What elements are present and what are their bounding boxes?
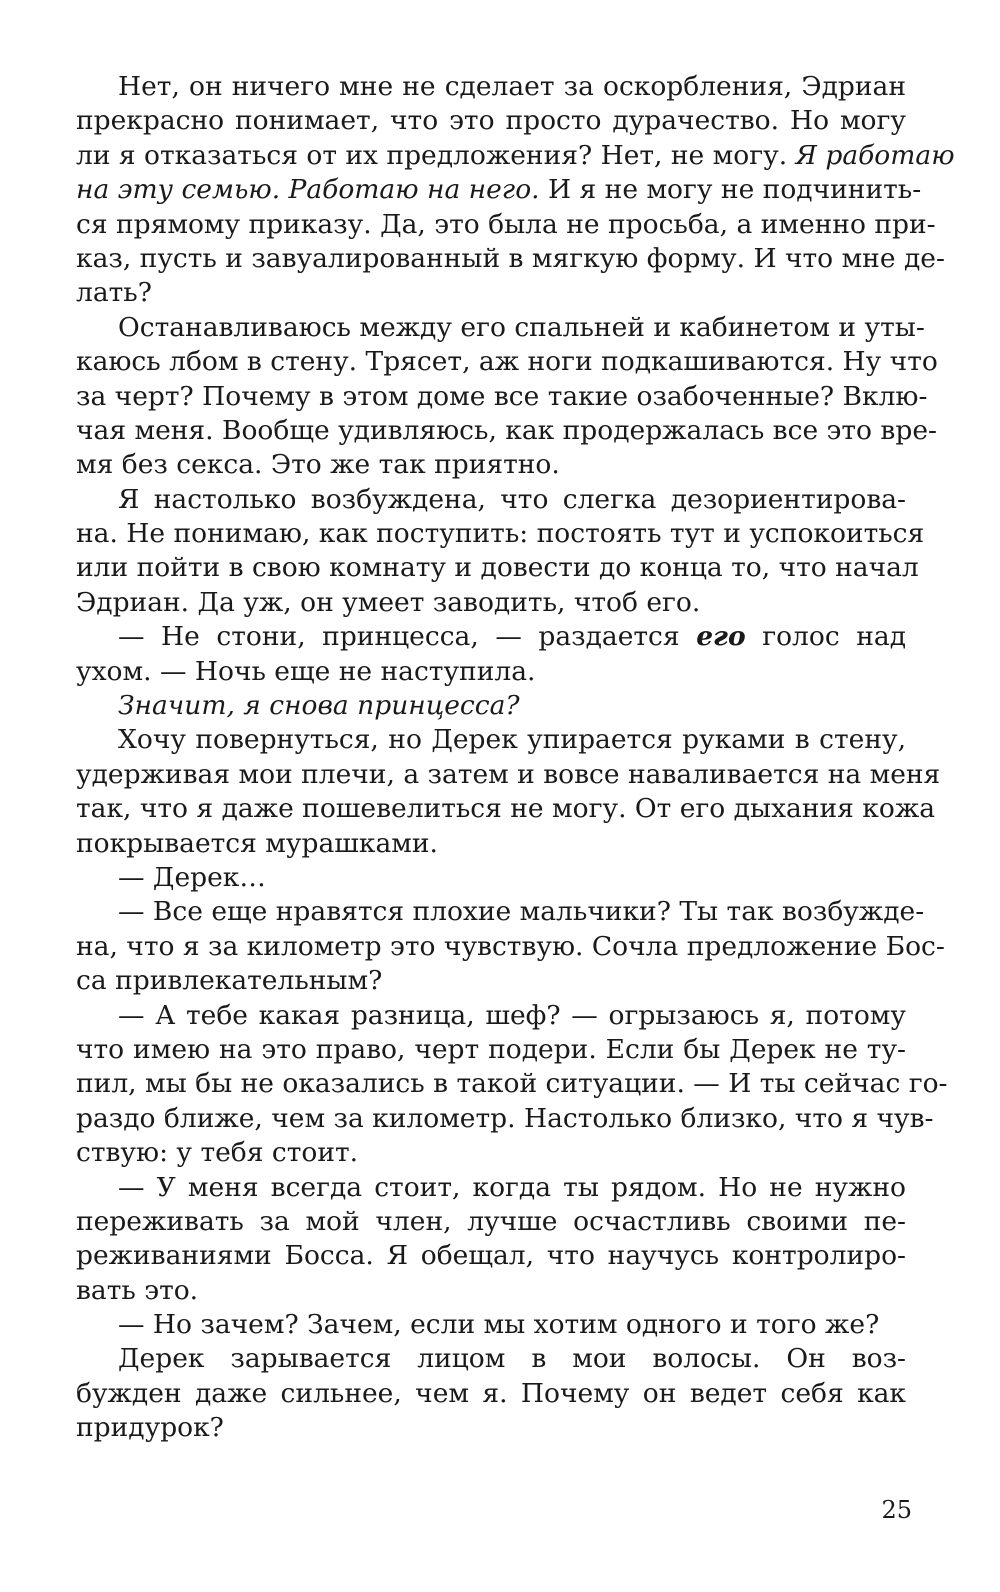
text-segment: — Не стони, принцесса, — раздается xyxy=(118,621,697,653)
paragraph xyxy=(76,895,945,998)
text-line xyxy=(76,173,922,207)
text-line xyxy=(76,827,906,861)
text-line xyxy=(76,1239,906,1273)
text-segment: за черт? Почему в этом доме все такие озабоченные? Вклю- xyxy=(76,380,928,412)
text-line xyxy=(76,414,937,448)
text-segment: удерживая мои плечи, а затем и вовсе наваливается на меня xyxy=(76,758,941,790)
text-segment: на, что я за километр это чувствую. Сочла предложение Бос- xyxy=(76,930,945,962)
text-line xyxy=(76,655,906,689)
paragraph xyxy=(76,311,938,483)
text-line xyxy=(76,689,906,723)
text-line xyxy=(76,1274,906,1308)
text-line xyxy=(76,70,906,104)
paragraph xyxy=(76,483,925,621)
text-segment: ухом. — Ночь еще не наступила. xyxy=(76,655,536,687)
text-segment: раздо ближе, чем за километр. Настолько близко, что я чув- xyxy=(76,1102,934,1134)
text-segment: или пойти в свою комнату и довести до конца то, что начал xyxy=(76,552,919,584)
text-segment: ли я отказаться от их предложения? Нет, не могу. xyxy=(76,139,796,171)
text-segment: са привлекательным? xyxy=(76,965,383,997)
text-segment: придурок? xyxy=(76,1412,224,1444)
italic-text: на эту семью. Работаю на него. xyxy=(76,174,540,206)
paragraph xyxy=(76,861,906,895)
text-line xyxy=(76,311,925,345)
text-segment: Хочу повернуться, но Дерек упирается руками в стену, xyxy=(118,724,906,756)
text-line xyxy=(76,517,925,551)
text-line xyxy=(76,551,919,585)
paragraph xyxy=(76,999,948,1171)
text-segment: — А тебе какая разница, шеф? — огрызаюсь я, потому xyxy=(118,999,906,1031)
text-line xyxy=(76,1067,948,1101)
text-line xyxy=(76,1377,906,1411)
text-line xyxy=(76,276,906,310)
text-segment: на. Не понимаю, как поступить: постоять тут и успокоиться xyxy=(76,518,925,550)
text-segment: вать это. xyxy=(76,1274,199,1306)
text-segment: Нет, он ничего мне не сделает за оскорбления, Эдриан xyxy=(118,71,906,102)
paragraph xyxy=(76,723,941,861)
text-segment: — У меня всегда стоит, когда ты рядом. Но не нужно xyxy=(118,1171,906,1203)
text-line xyxy=(76,895,925,929)
bold-italic-text: его xyxy=(696,621,746,653)
text-segment: голос над xyxy=(745,621,907,653)
text-segment: переживать за мой член, лучше осчастливь своими пе- xyxy=(76,1205,906,1237)
text-line xyxy=(76,1171,906,1205)
text-line xyxy=(76,448,906,482)
text-segment: лать? xyxy=(76,277,152,309)
text-line xyxy=(76,208,936,242)
paragraph xyxy=(76,70,955,311)
text-line xyxy=(76,723,906,757)
text-line xyxy=(76,104,906,138)
text-line xyxy=(76,1342,906,1376)
text-segment: Я настолько возбуждена, что слегка дезориентирова- xyxy=(118,483,906,515)
book-page-body xyxy=(76,70,955,1446)
text-segment: — Дерек… xyxy=(118,861,266,893)
text-line xyxy=(76,1308,906,1342)
text-segment: — Но зачем? Зачем, если мы хотим одного и того же? xyxy=(118,1309,880,1341)
paragraph xyxy=(76,1308,906,1342)
text-line xyxy=(76,242,945,276)
italic-text: Значит, я снова принцесса? xyxy=(118,690,520,722)
text-line xyxy=(76,1205,906,1239)
text-segment: Останавливаюсь между его спальней и кабинетом и уты- xyxy=(118,311,925,343)
text-line xyxy=(76,1411,906,1445)
text-segment: каз, пусть и завуалированный в мягкую форму. И что мне де- xyxy=(76,242,945,274)
text-segment: что имею на это право, черт подери. Если бы Дерек не ту- xyxy=(76,1033,906,1065)
text-line xyxy=(76,758,941,792)
text-line xyxy=(76,999,906,1033)
text-line xyxy=(76,792,935,826)
text-segment: бужден даже сильнее, чем я. Почему он ведет себя как xyxy=(76,1377,906,1409)
page-number: 25 xyxy=(881,1496,912,1524)
text-segment: Дерек зарывается лицом в мои волосы. Он воз- xyxy=(118,1343,906,1375)
text-segment: прекрасно понимает, что это просто дурачество. Но могу xyxy=(76,105,906,137)
text-line xyxy=(76,139,955,173)
text-segment: мя без секса. Это же так приятно. xyxy=(76,449,560,481)
text-segment: И я не могу не подчинить- xyxy=(539,174,922,206)
text-segment: ся прямому приказу. Да, это была не просьба, а именно при- xyxy=(76,208,936,240)
text-segment: так, что я даже пошевелиться не могу. От его дыхания кожа xyxy=(76,793,935,825)
text-line xyxy=(76,345,938,379)
text-line xyxy=(76,1136,906,1170)
text-segment: каюсь лбом в стену. Трясет, аж ноги подкашиваются. Ну что xyxy=(76,346,938,378)
text-line xyxy=(76,483,906,517)
text-segment: чая меня. Вообще удивляюсь, как продержалась все это вре- xyxy=(76,414,937,446)
text-segment: реживаниями Босса. Я обещал, что научусь контролиро- xyxy=(76,1240,906,1272)
text-line xyxy=(76,930,945,964)
text-line xyxy=(76,964,906,998)
text-line xyxy=(76,380,928,414)
paragraph xyxy=(76,689,906,723)
text-line xyxy=(76,1033,906,1067)
text-segment: пил, мы бы не оказались в такой ситуации. — И ты сейчас го- xyxy=(76,1068,948,1100)
italic-text: Я работаю xyxy=(795,139,955,171)
text-line xyxy=(76,1102,934,1136)
paragraph xyxy=(76,1171,906,1309)
text-segment: покрывается мурашками. xyxy=(76,827,438,859)
paragraph xyxy=(76,620,906,689)
text-segment: ствую: у тебя стоит. xyxy=(76,1137,359,1169)
text-segment: — Все еще нравятся плохие мальчики? Ты так возбужде- xyxy=(118,896,925,928)
text-line xyxy=(76,620,906,654)
text-line xyxy=(76,586,906,620)
text-segment: Эдриан. Да уж, он умеет заводить, чтоб его. xyxy=(76,586,701,618)
paragraph xyxy=(76,1342,906,1445)
text-line xyxy=(76,861,906,895)
